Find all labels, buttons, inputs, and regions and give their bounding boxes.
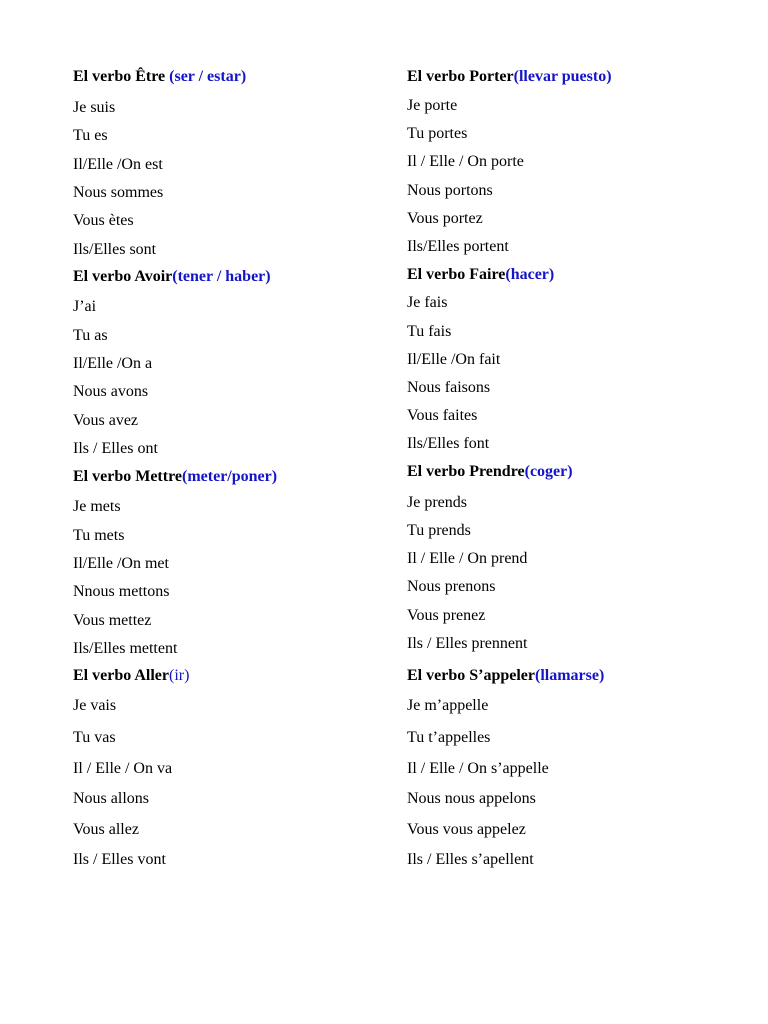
conjugation-line: Je fais	[407, 294, 448, 311]
verb-heading-etre	[73, 67, 246, 87]
conjugation-line: Vous avez	[73, 412, 139, 429]
conjugation-line: Vous ètes	[73, 212, 134, 229]
conjugation-line: Il/Elle /On fait	[407, 351, 501, 368]
conjugation-line: Il / Elle / On prend	[407, 550, 528, 567]
conjugation-line: Tu t’appelles	[407, 729, 491, 746]
conjugation-line: Nous nous appelons	[407, 790, 536, 807]
verb-title: El verbo Aller	[73, 667, 169, 684]
conjugation-line: Il / Elle / On va	[73, 760, 173, 777]
conjugation-line: Il / Elle / On porte	[407, 153, 524, 170]
conjugation-line: Tu portes	[407, 125, 468, 142]
verb-translation: (ser / estar)	[169, 68, 247, 85]
conjugation-line: Vous prenez	[407, 607, 486, 624]
conjugation-line: Je porte	[407, 97, 458, 114]
verb-heading-porter	[407, 67, 612, 87]
verb-title: El verbo Faire	[407, 266, 506, 283]
conjugation-line: Tu prends	[407, 522, 471, 539]
verb-title: El verbo Porter	[407, 68, 514, 85]
verb-title: El verbo Prendre	[407, 463, 525, 480]
verb-heading-s-appeler	[407, 666, 604, 686]
conjugation-line: J’ai	[73, 298, 97, 315]
conjugation-line: Je vais	[73, 697, 117, 714]
verb-title: El verbo S’appeler	[407, 667, 535, 684]
conjugation-line: Ils/Elles sont	[73, 241, 157, 258]
conjugation-line: Ils / Elles ont	[73, 440, 158, 457]
conjugation-line: Il/Elle /On est	[73, 156, 163, 173]
verb-heading-prendre	[407, 462, 573, 482]
verb-heading-aller	[73, 666, 189, 686]
conjugation-line: Ils/Elles mettent	[73, 640, 178, 657]
conjugation-line: Ils / Elles prennent	[407, 635, 528, 652]
conjugation-line: Je mets	[73, 498, 121, 515]
conjugation-line: Nous sommes	[73, 184, 164, 201]
verb-heading-faire	[407, 265, 554, 285]
conjugation-line: Vous vous appelez	[407, 821, 526, 838]
verb-heading-mettre	[73, 467, 277, 487]
conjugation-line: Il / Elle / On s’appelle	[407, 760, 549, 777]
conjugation-line: Tu vas	[73, 729, 116, 746]
conjugation-line: Nous prenons	[407, 578, 496, 595]
conjugation-line: Tu fais	[407, 323, 452, 340]
conjugation-line: Tu mets	[73, 527, 125, 544]
verb-title: El verbo Mettre	[73, 468, 182, 485]
conjugation-line: Il/Elle /On a	[73, 355, 153, 372]
conjugation-line: Ils/Elles portent	[407, 238, 509, 255]
conjugation-line: Vous portez	[407, 210, 483, 227]
conjugation-line: Nnous mettons	[73, 583, 170, 600]
conjugation-line: Nous portons	[407, 182, 493, 199]
conjugation-line: Vous mettez	[73, 612, 152, 629]
conjugation-line: Nous avons	[73, 383, 149, 400]
conjugation-line: Tu as	[73, 327, 108, 344]
verb-title: El verbo Être	[73, 68, 170, 85]
conjugation-line: Il/Elle /On met	[73, 555, 169, 572]
conjugation-line: Ils/Elles font	[407, 435, 490, 452]
verb-translation: (llamarse)	[535, 667, 605, 684]
verb-translation: (tener / haber)	[172, 268, 271, 285]
conjugation-line: Tu es	[73, 127, 108, 144]
conjugation-line: Ils / Elles vont	[73, 851, 166, 868]
verb-translation: (llevar puesto)	[513, 68, 612, 85]
conjugation-line: Je m’appelle	[407, 697, 489, 714]
verb-translation: (ir)	[168, 667, 190, 684]
conjugation-line: Nous faisons	[407, 379, 491, 396]
verb-heading-avoir	[73, 267, 271, 287]
conjugation-line: Vous faites	[407, 407, 478, 424]
conjugation-line: Ils / Elles s’apellent	[407, 851, 534, 868]
verb-translation: (hacer)	[505, 266, 555, 283]
conjugation-line: Vous allez	[73, 821, 139, 838]
verb-title: El verbo Avoir	[73, 268, 173, 285]
conjugation-line: Je prends	[407, 494, 467, 511]
verb-translation: (meter/poner)	[182, 468, 278, 485]
conjugation-line: Nous allons	[73, 790, 149, 807]
verb-translation: (coger)	[524, 463, 573, 480]
conjugation-line: Je suis	[73, 99, 116, 116]
